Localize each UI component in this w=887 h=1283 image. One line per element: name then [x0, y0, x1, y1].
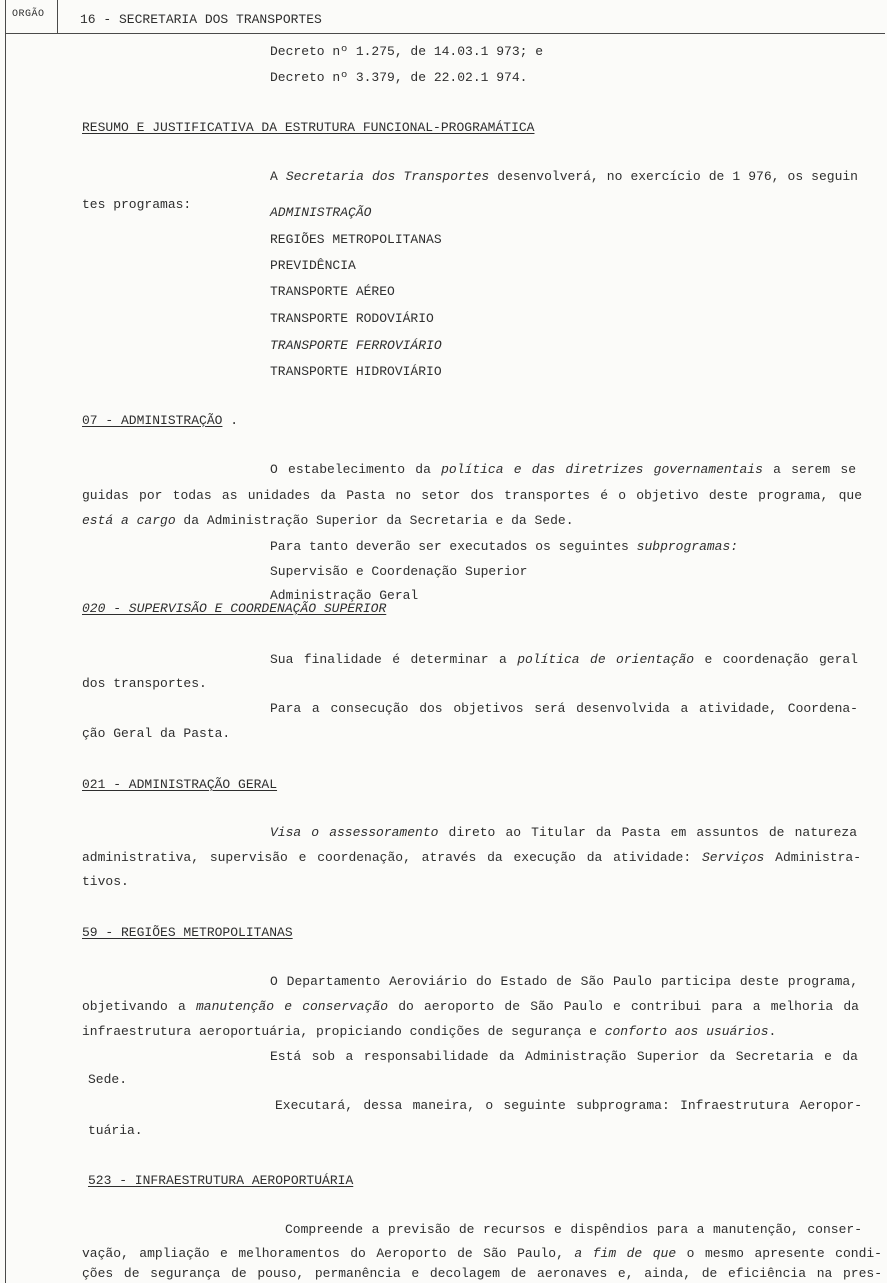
section-heading: 07 - ADMINISTRAÇÃO [82, 413, 223, 428]
text-line [270, 540, 738, 554]
text-line: tuária. [88, 1123, 143, 1138]
text-segment-italic: subprogramas: [636, 539, 739, 554]
text-segment: . [768, 1024, 777, 1039]
text-segment-italic: Secretaria dos Transportes [285, 169, 490, 184]
header-bottom-line [5, 33, 885, 34]
text-segment: desenvolverá, no exercício de 1 976, os seguin [489, 169, 858, 184]
text-segment: a serem se [762, 462, 856, 477]
section-heading: 021 - ADMINISTRAÇÃO GERAL [82, 777, 278, 792]
text-segment-italic: manutenção e conservação [196, 999, 389, 1014]
text-line: tivos. [82, 874, 129, 889]
section-heading-row [82, 414, 238, 428]
section-heading: 020 - SUPERVISÃO E COORDENAÇÃO SUPERIOR [82, 601, 387, 616]
text-segment: do aeroporto de São Paulo e contribui para a melhoria da [388, 999, 859, 1014]
intro-line: tes programas: [82, 197, 192, 212]
text-line: O Departamento Aeroviário do Estado de São Paulo participa deste programa, [270, 974, 858, 989]
text-segment: infraestrutura aeroportuária, propiciando condições de segurança e [82, 1024, 605, 1039]
program-item: PREVIDÊNCIA [270, 258, 356, 273]
text-segment: objetivando a [82, 999, 196, 1014]
section-heading: 523 - INFRAESTRUTURA AEROPORTUÁRIA [88, 1173, 354, 1188]
text-segment: Sua finalidade é determinar a [270, 652, 518, 667]
text-line [82, 1247, 882, 1261]
text-line [270, 653, 858, 667]
text-segment-italic: conforto aos usuários [604, 1024, 769, 1039]
text-segment: da Administração Superior da Secretaria e da Sede. [175, 513, 574, 528]
decree-line: Decreto nº 1.275, de 14.03.1 973; e [270, 44, 544, 59]
text-line: Executará, dessa maneira, o seguinte subprograma: Infraestrutura Aeropor- [275, 1098, 862, 1113]
text-line [82, 1025, 776, 1039]
program-item: TRANSPORTE HIDROVIÁRIO [270, 364, 442, 379]
text-line: dos transportes. [82, 676, 207, 691]
text-segment: O estabelecimento da [270, 462, 442, 477]
text-line [82, 514, 574, 528]
text-segment-italic: Serviços [701, 850, 765, 865]
text-line [270, 826, 857, 840]
heading-suffix: . [230, 413, 239, 428]
text-line: Está sob a responsabilidade da Administração Superior da Secretaria e da [270, 1049, 858, 1064]
text-segment: e coordenação geral [694, 652, 858, 667]
program-item: ADMINISTRAÇÃO [270, 205, 372, 220]
text-line [82, 851, 861, 865]
text-line: Compreende a previsão de recursos e dispêndios para a manutenção, conser- [285, 1222, 862, 1237]
text-line [82, 1000, 859, 1014]
orgao-label: ORGÃO [12, 9, 45, 20]
text-segment-italic: Visa o assessoramento [270, 825, 439, 840]
text-segment-italic: está a cargo [82, 513, 176, 528]
section-heading: 59 - REGIÕES METROPOLITANAS [82, 925, 293, 940]
summary-heading: RESUMO E JUSTIFICATIVA DA ESTRUTURA FUNCIONAL-PROGRAMÁTICA [82, 120, 535, 135]
text-segment-italic: a fim de que [574, 1246, 677, 1261]
text-segment: vação, ampliação e melhoramentos do Aeroporto de São Paulo, [82, 1246, 575, 1261]
text-segment: A [270, 169, 286, 184]
subprogram-item: Supervisão e Coordenação Superior [270, 564, 528, 579]
program-item: TRANSPORTE FERROVIÁRIO [270, 338, 442, 353]
program-item: TRANSPORTE AÉREO [270, 284, 395, 299]
orgao-name: 16 - SECRETARIA DOS TRANSPORTES [80, 12, 322, 27]
text-segment: Para tanto deverão ser executados os seguintes [270, 539, 637, 554]
text-line: guidas por todas as unidades da Pasta no setor dos transportes é o objetivo deste programa, que [82, 488, 862, 503]
header-divider-line [57, 0, 58, 33]
text-segment-italic: política de orientação [517, 652, 695, 667]
text-line [270, 463, 856, 477]
decree-line: Decreto nº 3.379, de 22.02.1 974. [270, 70, 528, 85]
left-border-line [5, 0, 6, 1283]
program-item: TRANSPORTE RODOVIÁRIO [270, 311, 434, 326]
text-segment: administrativa, supervisão e coordenação, através da execução da atividade: [82, 850, 702, 865]
text-line: ção Geral da Pasta. [82, 726, 231, 741]
subprogram-item: Administração Geral [270, 588, 419, 603]
text-line: ções de segurança de pouso, permanência e decolagem de aeronaves e, ainda, de eficiência na pres- [82, 1266, 882, 1281]
text-segment-italic: política e das diretrizes governamentais [441, 462, 763, 477]
program-item: REGIÕES METROPOLITANAS [270, 232, 442, 247]
text-segment: o mesmo apresente condi- [676, 1246, 882, 1261]
text-segment: Administra- [764, 850, 861, 865]
intro-line [270, 170, 858, 184]
text-line: Para a consecução dos objetivos será desenvolvida a atividade, Coordena- [270, 701, 858, 716]
text-line: Sede. [88, 1072, 128, 1087]
text-segment: direto ao Titular da Pasta em assuntos de natureza [438, 825, 857, 840]
